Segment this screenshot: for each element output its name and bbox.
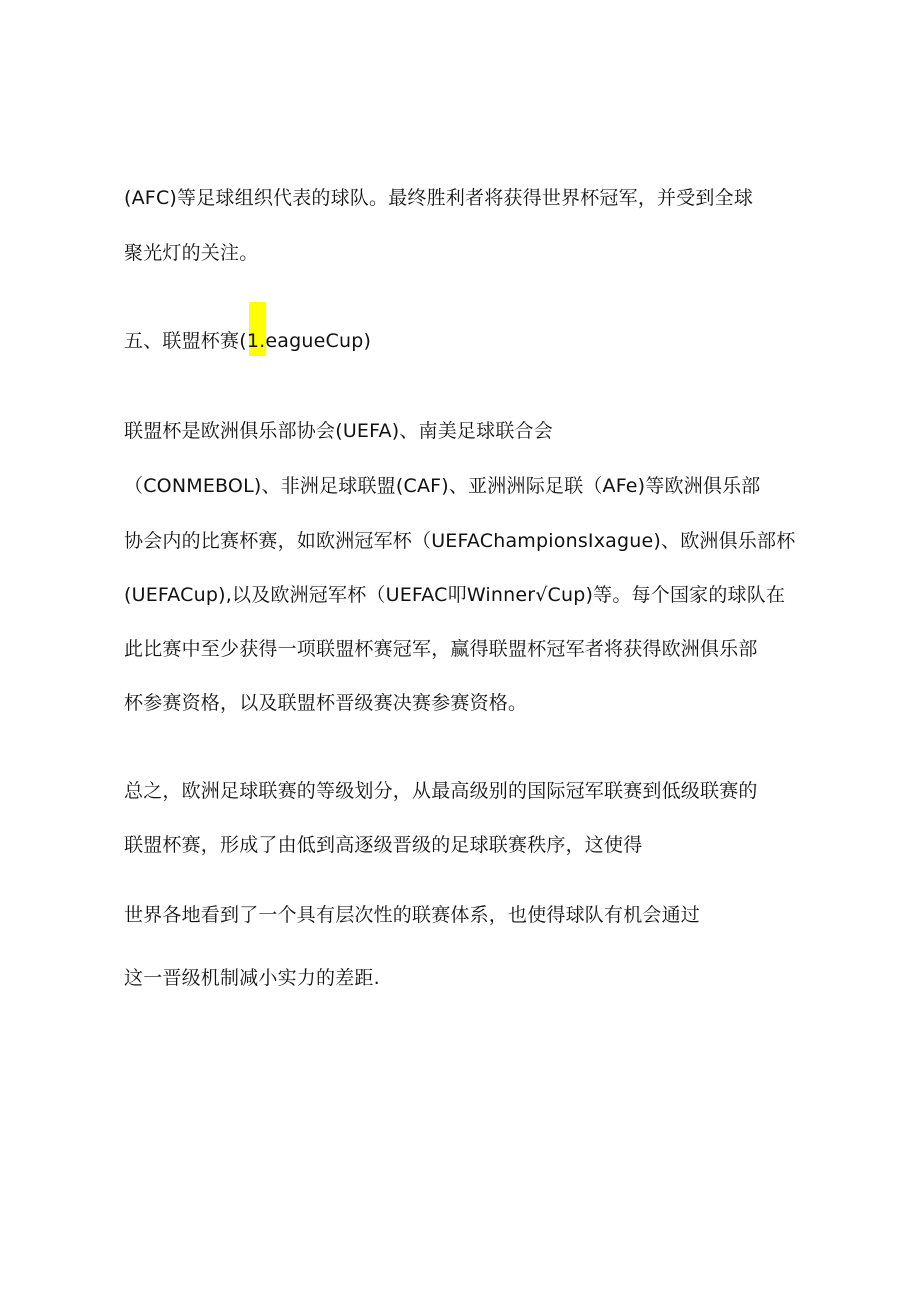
paragraph-league-cup-line-3: 协会内的比赛杯赛，如欧洲冠军杯（UEFAChampionsIxague)、欧洲俱乐部杯 — [124, 530, 796, 552]
paragraph-summary-line-3: 世界各地看到了一个具有层次性的联赛体系，也使得球队有机会通过 — [124, 904, 701, 926]
section-heading-text: 五、联盟杯赛( — [124, 330, 247, 352]
paragraph-summary-line-1: 总之，欧洲足球联赛的等级划分，从最高级别的国际冠军联赛到低级联赛的 — [124, 780, 758, 802]
paragraph-summary-line-2: 联盟杯赛，形成了由低到高逐级晋级的足球联赛秩序，这使得 — [124, 834, 643, 856]
paragraph-league-cup-line-1: 联盟杯是欧洲俱乐部协会(UEFA)、南美足球联合会 — [124, 420, 553, 442]
section-heading-league-cup — [124, 328, 371, 354]
paragraph-league-cup-line-4: (UEFACup),以及欧洲冠军杯（UEFAC叩Winner√Cup)等。每个国家的球队在 — [124, 584, 786, 606]
paragraph-league-cup-line-5: 此比赛中至少获得一项联盟杯赛冠军，赢得联盟杯冠军者将获得欧洲俱乐部 — [124, 638, 758, 660]
paragraph-intro-line-2: 聚光灯的关注。 — [124, 242, 259, 264]
section-heading-text-end: eagueCup) — [265, 330, 372, 352]
paragraph-intro-line-1: (AFC)等足球组织代表的球队。最终胜利者将获得世界杯冠军，并受到全球 — [124, 187, 754, 209]
paragraph-league-cup-line-6: 杯参赛资格，以及联盟杯晋级赛决赛参赛资格。 — [124, 692, 528, 714]
paragraph-league-cup-line-2: （CONMEBOL)、非洲足球联盟(CAF)、亚洲洲际足联（AFe)等欧洲俱乐部 — [124, 475, 761, 497]
section-heading-highlighted-text: 1. — [246, 330, 266, 352]
paragraph-summary-line-4: 这一晋级机制减小实力的差距. — [124, 967, 380, 989]
